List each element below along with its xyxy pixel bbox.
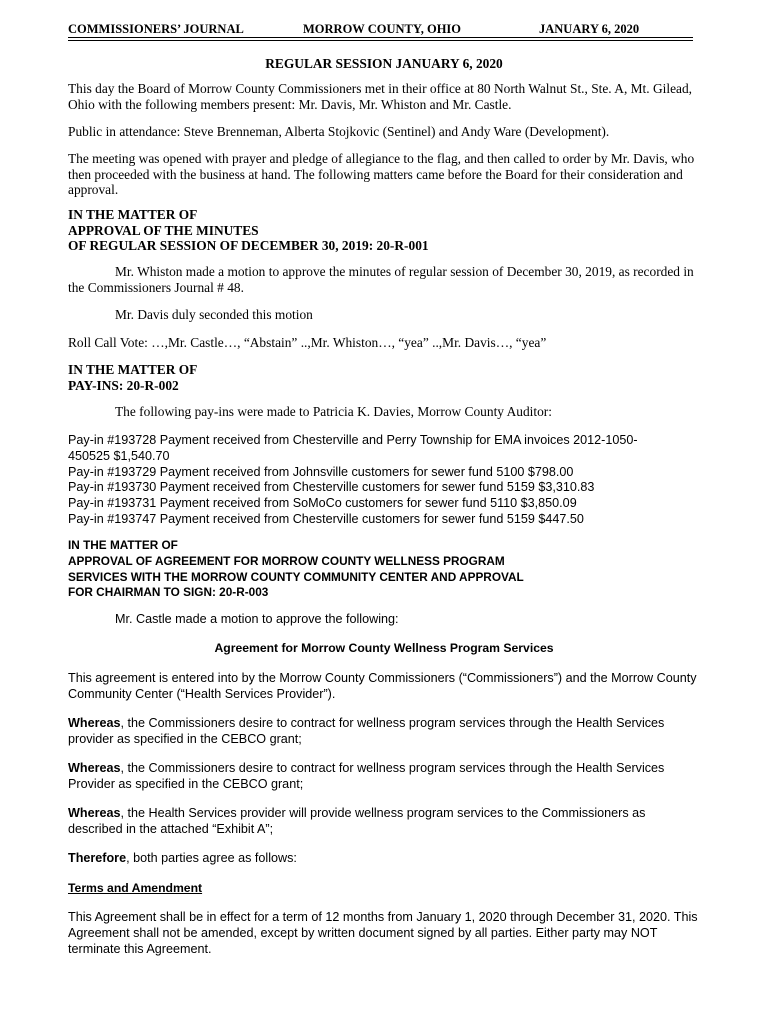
terms-paragraph: This Agreement shall be in effect for a term of 12 months from January 1, 2020 through December 31, 2020. This Agreement shall not be amended, except by written document signed by all parties. Either party may NOT terminate this Agreement. [68, 910, 698, 956]
payin-line: Pay-in #193747 Payment received from Chesterville customers for sewer fund 5159 $447.50 [68, 511, 584, 526]
heading-line: IN THE MATTER OF [68, 362, 198, 377]
heading-line: APPROVAL OF THE MINUTES [68, 222, 259, 238]
whereas-clause-1 [68, 716, 700, 748]
minutes-roll-call: Roll Call Vote: …,Mr. Castle…, “Abstain” ..,Mr. Whiston…, “yea” ..,Mr. Davis…, “yea” [68, 335, 547, 350]
payin-line: Pay-in #193729 Payment received from Johnsville customers for sewer fund 5100 $798.00 [68, 464, 574, 479]
heading-line: IN THE MATTER OF [68, 207, 198, 222]
matter-wellness-heading [68, 538, 700, 601]
therefore-text: , both parties agree as follows: [126, 851, 297, 865]
heading-line: FOR CHAIRMAN TO SIGN: 20-R-003 [68, 585, 269, 600]
payin-line: 450525 $1,540.70 [68, 448, 170, 463]
whereas-clause-2 [68, 761, 700, 793]
payin-line: Pay-in #193731 Payment received from SoMoCo customers for sewer fund 5110 $3,850.09 [68, 496, 577, 511]
whereas-text: , the Commissioners desire to contract for wellness program services through the Health Services Provider as specified in the CEBCO grant; [68, 761, 665, 791]
matter-minutes-heading [68, 207, 700, 254]
attendance-paragraph: Public in attendance: Steve Brenneman, Alberta Stojkovic (Sentinel) and Andy Ware (Development). [68, 124, 610, 139]
agreement-intro: This agreement is entered into by the Morrow County Commissioners (“Commissioners”) and the Morrow County Community Center (“Health Services Provider”). [68, 671, 697, 701]
header-double-rule [68, 37, 693, 41]
therefore-clause [68, 851, 700, 867]
heading-line: IN THE MATTER OF [68, 538, 178, 552]
opening-paragraph: This day the Board of Morrow County Commissioners met in their office at 80 North Walnut St., Ste. A, Mt. Gilead, Ohio with the following members present: Mr. Davis, Mr. Whiston and Mr. Castle. [68, 81, 692, 112]
whereas-label: Whereas [68, 716, 121, 730]
agreement-title: Agreement for Morrow County Wellness Program Services [214, 641, 554, 655]
minutes-motion: Mr. Whiston made a motion to approve the minutes of regular session of December 30, 2019, as recorded in the Commissioners Journal # 48. [68, 264, 694, 295]
whereas-label: Whereas [68, 761, 121, 775]
heading-line: PAY-INS: 20-R-002 [68, 377, 179, 393]
minutes-second: Mr. Davis duly seconded this motion [115, 307, 313, 322]
whereas-label: Whereas [68, 806, 121, 820]
terms-heading: Terms and Amendment [68, 881, 203, 895]
header-journal-title: COMMISSIONERS’ JOURNAL [68, 22, 244, 36]
whereas-text: , the Health Services provider will provide wellness program services to the Commissioners as described in the attached “Exhibit A”; [68, 806, 646, 836]
meeting-opened-paragraph: The meeting was opened with prayer and pledge of allegiance to the flag, and then called to order by Mr. Davis, who then proceeded with the business at hand. The following matters came before the Board for their consideration and approval. [68, 151, 695, 198]
heading-line: SERVICES WITH THE MORROW COUNTY COMMUNITY CENTER AND APPROVAL [68, 569, 524, 584]
therefore-label: Therefore [68, 851, 127, 865]
whereas-text: , the Commissioners desire to contract for wellness program services through the Health Services provider as specified in the CEBCO grant; [68, 716, 665, 746]
header-county: MORROW COUNTY, OHIO [303, 22, 462, 36]
payin-line: Pay-in #193730 Payment received from Chesterville customers for sewer fund 5159 $3,310.83 [68, 480, 595, 495]
header-date: JANUARY 6, 2020 [539, 22, 640, 36]
heading-line: APPROVAL OF AGREEMENT FOR MORROW COUNTY WELLNESS PROGRAM [68, 553, 505, 568]
payin-line: Pay-in #193728 Payment received from Chesterville and Perry Township for EMA invoices 2012-1050- [68, 433, 638, 447]
payins-list [68, 433, 700, 528]
matter-payins-heading [68, 362, 700, 393]
whereas-clause-3 [68, 806, 700, 838]
heading-line: OF REGULAR SESSION OF DECEMBER 30, 2019: 20-R-001 [68, 238, 429, 254]
session-title: REGULAR SESSION JANUARY 6, 2020 [265, 56, 503, 71]
wellness-motion: Mr. Castle made a motion to approve the following: [115, 612, 399, 626]
payins-intro: The following pay-ins were made to Patricia K. Davies, Morrow County Auditor: [115, 404, 552, 419]
